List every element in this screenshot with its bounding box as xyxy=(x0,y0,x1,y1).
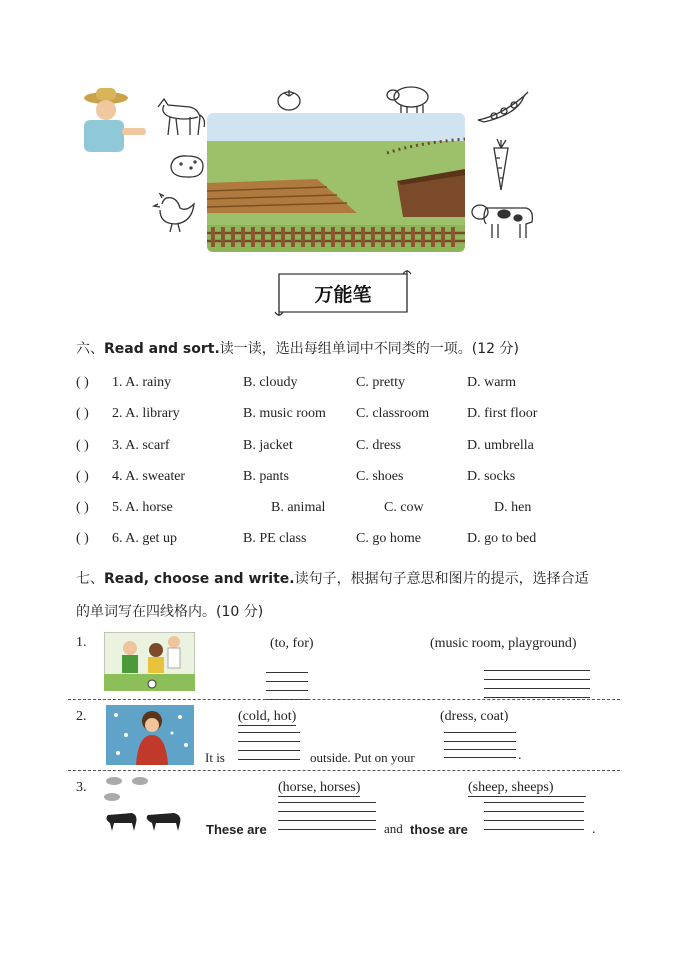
q3-number: 3. xyxy=(76,780,87,795)
answer-paren[interactable]: ( ) xyxy=(76,500,89,515)
q1-option2: (music room, playground) xyxy=(430,636,577,651)
q1-writing-lines-1[interactable] xyxy=(266,672,308,700)
option-b: B. PE class xyxy=(243,531,307,546)
answer-paren[interactable]: ( ) xyxy=(76,469,89,484)
option-d: D. go to bed xyxy=(467,531,537,546)
tomato-icon xyxy=(276,87,302,116)
option-a: 2. A. library xyxy=(112,406,180,421)
section7-heading-line2: 的单词写在四线格内。(10 分) xyxy=(76,604,264,620)
option-b: B. pants xyxy=(243,469,289,484)
peapod-icon xyxy=(474,90,530,129)
option-b: B. music room xyxy=(243,406,326,421)
q2-text2: outside. Put on your xyxy=(310,750,415,765)
option-c: C. dress xyxy=(356,438,402,453)
section6-heading-en: Read and sort. xyxy=(104,341,220,357)
option-a: 3. A. scarf xyxy=(112,438,170,453)
option-d: D. first floor xyxy=(467,406,538,421)
potato-icon xyxy=(167,152,207,185)
q2-writing-lines-2[interactable] xyxy=(444,732,516,758)
option-a: 4. A. sweater xyxy=(112,469,186,484)
option-a: 6. A. get up xyxy=(112,531,177,546)
q3-option2-underline xyxy=(468,796,586,797)
option-d: D. hen xyxy=(494,500,532,515)
answer-paren[interactable]: ( ) xyxy=(76,406,89,421)
q3-writing-lines-1[interactable] xyxy=(278,802,376,830)
cold-girl-image xyxy=(106,705,194,765)
option-a: 1. A. rainy xyxy=(112,375,172,390)
horse-icon xyxy=(150,95,208,142)
option-d: D. warm xyxy=(467,375,516,390)
q2-option1: (cold, hot) xyxy=(238,709,297,724)
q3-text2: and xyxy=(384,821,403,836)
sheep-and-horses-image xyxy=(102,775,188,833)
option-b: B. animal xyxy=(271,500,326,515)
section7-heading xyxy=(76,568,589,588)
q1-writing-lines-2[interactable] xyxy=(484,670,590,698)
q3-end: . xyxy=(592,822,596,837)
option-d: D. socks xyxy=(467,469,516,484)
option-c: C. shoes xyxy=(356,469,404,484)
q1-option1: (to, for) xyxy=(270,636,314,651)
option-b: B. jacket xyxy=(243,438,293,453)
option-c: C. go home xyxy=(356,531,421,546)
option-a: 5. A. horse xyxy=(112,500,173,515)
option-b: B. cloudy xyxy=(243,375,298,390)
q3-option1: (horse, horses) xyxy=(278,780,361,795)
boys-playing-image xyxy=(104,632,195,691)
section7-heading-en: Read, choose and write. xyxy=(104,571,295,587)
farm-scene-image xyxy=(207,113,465,252)
hen-icon xyxy=(152,190,198,239)
q1-number: 1. xyxy=(76,635,87,650)
q2-number: 2. xyxy=(76,709,87,724)
option-c: C. classroom xyxy=(356,406,430,421)
q3-writing-lines-2[interactable] xyxy=(484,802,584,830)
q2-writing-lines-1[interactable] xyxy=(238,732,300,760)
section6-heading-cn: 读一读，选出每组单词中不同类的一项。(12 分) xyxy=(219,341,519,357)
q3-option2: (sheep, sheeps) xyxy=(468,780,554,795)
q2-text1: It is xyxy=(205,750,225,765)
banner-title: 万能笔 xyxy=(314,284,372,306)
section7-prefix: 七、 xyxy=(76,571,104,587)
q2-end: . xyxy=(518,748,522,763)
option-c: C. pretty xyxy=(356,375,405,390)
option-c: C. cow xyxy=(384,500,424,515)
section6-heading xyxy=(76,338,519,358)
q2-option2: (dress, coat) xyxy=(440,709,509,724)
farmer-illustration xyxy=(78,86,150,152)
answer-paren[interactable]: ( ) xyxy=(76,375,89,390)
q3-text3: those are xyxy=(410,822,468,837)
carrot-icon xyxy=(488,138,514,197)
answer-paren[interactable]: ( ) xyxy=(76,438,89,453)
q3-text1: These are xyxy=(206,822,267,837)
section7-heading-cn: 读句子，根据句子意思和图片的提示，选择合适 xyxy=(294,571,589,587)
section6-prefix: 六、 xyxy=(76,341,104,357)
divider xyxy=(68,770,620,771)
option-d: D. umbrella xyxy=(467,438,534,453)
cow-icon xyxy=(470,198,536,245)
answer-paren[interactable]: ( ) xyxy=(76,531,89,546)
divider xyxy=(68,699,620,700)
